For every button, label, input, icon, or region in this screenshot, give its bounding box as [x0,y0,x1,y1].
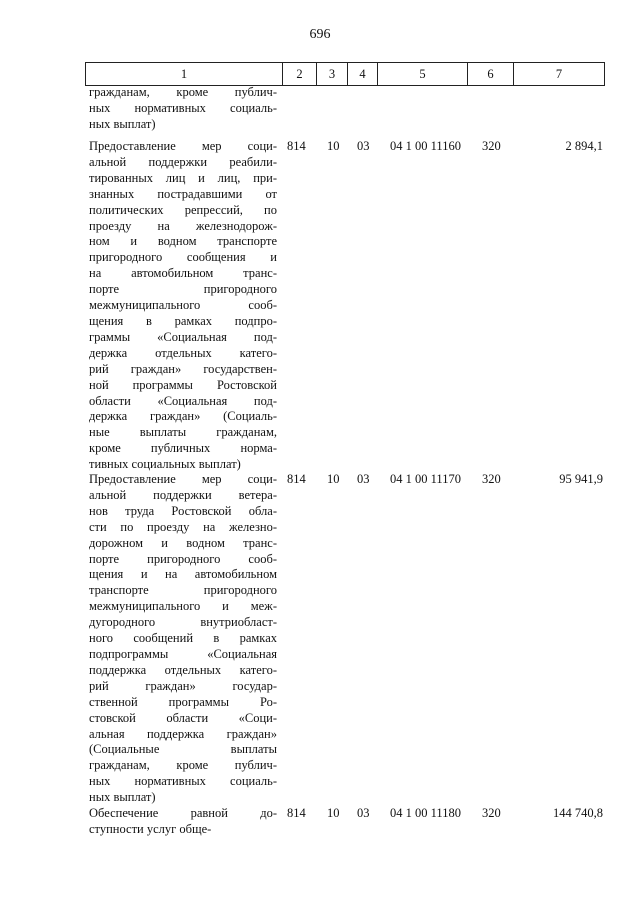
description-line: рий граждан» государ- [89,678,277,693]
description-line: ных выплат) [89,790,156,805]
cell-amount: 95 941,9 [559,472,603,486]
description-line: порте пригородного [89,282,277,297]
header-col-3: 3 [317,63,348,86]
row-description [89,85,277,133]
description-line: ном и водном транспорте [89,234,277,249]
description-line: рий граждан» государствен- [89,361,277,376]
description-line: тированных лиц и лиц, при- [89,170,277,185]
description-line: ной программы Ростовской [89,377,277,392]
description-line: области «Социальная под- [89,393,277,408]
description-line: щения в рамках подпро- [89,313,277,328]
description-line: на автомобильном транс- [89,266,277,281]
description-line: политических репрессий, по [89,202,277,217]
header-col-5: 5 [378,63,468,86]
cell-section: 10 [327,472,340,486]
cell-ministry-code: 814 [287,472,306,486]
description-line: альной поддержки реабили- [89,154,277,169]
description-line: ных нормативных социаль- [89,774,277,789]
description-line: альной поддержки ветера- [89,487,277,502]
cell-target-article: 04 1 00 11180 [390,806,461,820]
cell-ministry-code: 814 [287,806,306,820]
cell-amount: 144 740,8 [553,806,603,820]
cell-subsection: 03 [357,139,370,153]
description-line: ных нормативных социаль- [89,100,277,115]
row-description [89,472,277,806]
description-line: стовской области «Соци- [89,710,277,725]
cell-section: 10 [327,139,340,153]
description-line: щения и на автомобильном [89,567,277,582]
cell-target-article: 04 1 00 11170 [390,472,461,486]
row-description [89,139,277,473]
description-line: ных выплат) [89,116,156,131]
cell-subsection: 03 [357,472,370,486]
description-line: (Социальные выплаты [89,742,277,757]
description-line: гражданам, кроме публич- [89,85,277,99]
header-col-1: 1 [86,63,283,86]
description-line: проезду на железнодорож- [89,218,277,233]
description-line: поддержка отдельных катего- [89,662,277,677]
cell-expense-type: 320 [482,806,501,820]
description-line: тивных социальных выплат) [89,457,241,472]
row-description [89,806,277,838]
header-col-4: 4 [348,63,378,86]
cell-expense-type: 320 [482,472,501,486]
description-line: гражданам, кроме публич- [89,758,277,773]
description-line: ступности услуг обще- [89,821,212,836]
description-line: кроме публичных норма- [89,441,277,456]
header-col-2: 2 [283,63,317,86]
description-line: пригородного сообщения и [89,250,277,265]
description-line: ные выплаты гражданам, [89,425,277,440]
description-line: ственной программы Ро- [89,694,277,709]
description-line: Предоставление мер соци- [89,472,277,486]
description-line: подпрограммы «Социальная [89,646,277,661]
description-line: сти по проезду на железно- [89,519,277,534]
description-line: альная поддержка граждан» [89,726,277,741]
cell-target-article: 04 1 00 11160 [390,139,461,153]
header-col-7: 7 [514,63,605,86]
description-line: граммы «Социальная под- [89,329,277,344]
description-line: транспорте пригородного [89,583,277,598]
description-line: межмуниципального и меж- [89,599,277,614]
description-line: межмуниципального сооб- [89,298,277,313]
description-line: Предоставление мер соци- [89,139,277,153]
description-line: ного сообщений в рамках [89,631,277,646]
cell-expense-type: 320 [482,139,501,153]
header-col-6: 6 [468,63,514,86]
description-line: держка граждан» (Социаль- [89,409,277,424]
page-number: 696 [309,27,331,42]
cell-subsection: 03 [357,806,370,820]
description-line: держка отдельных катего- [89,345,277,360]
description-line: Обеспечение равной до- [89,806,277,820]
cell-section: 10 [327,806,340,820]
cell-ministry-code: 814 [287,139,306,153]
description-line: нов труда Ростовской обла- [89,503,277,518]
description-line: знанных пострадавшими от [89,186,277,201]
description-line: дорожном и водном транс- [89,535,277,550]
cell-amount: 2 894,1 [565,139,603,153]
description-line: порте пригородного сооб- [89,551,277,566]
column-number-header [85,62,605,86]
description-line: дугородного внутриобласт- [89,615,277,630]
